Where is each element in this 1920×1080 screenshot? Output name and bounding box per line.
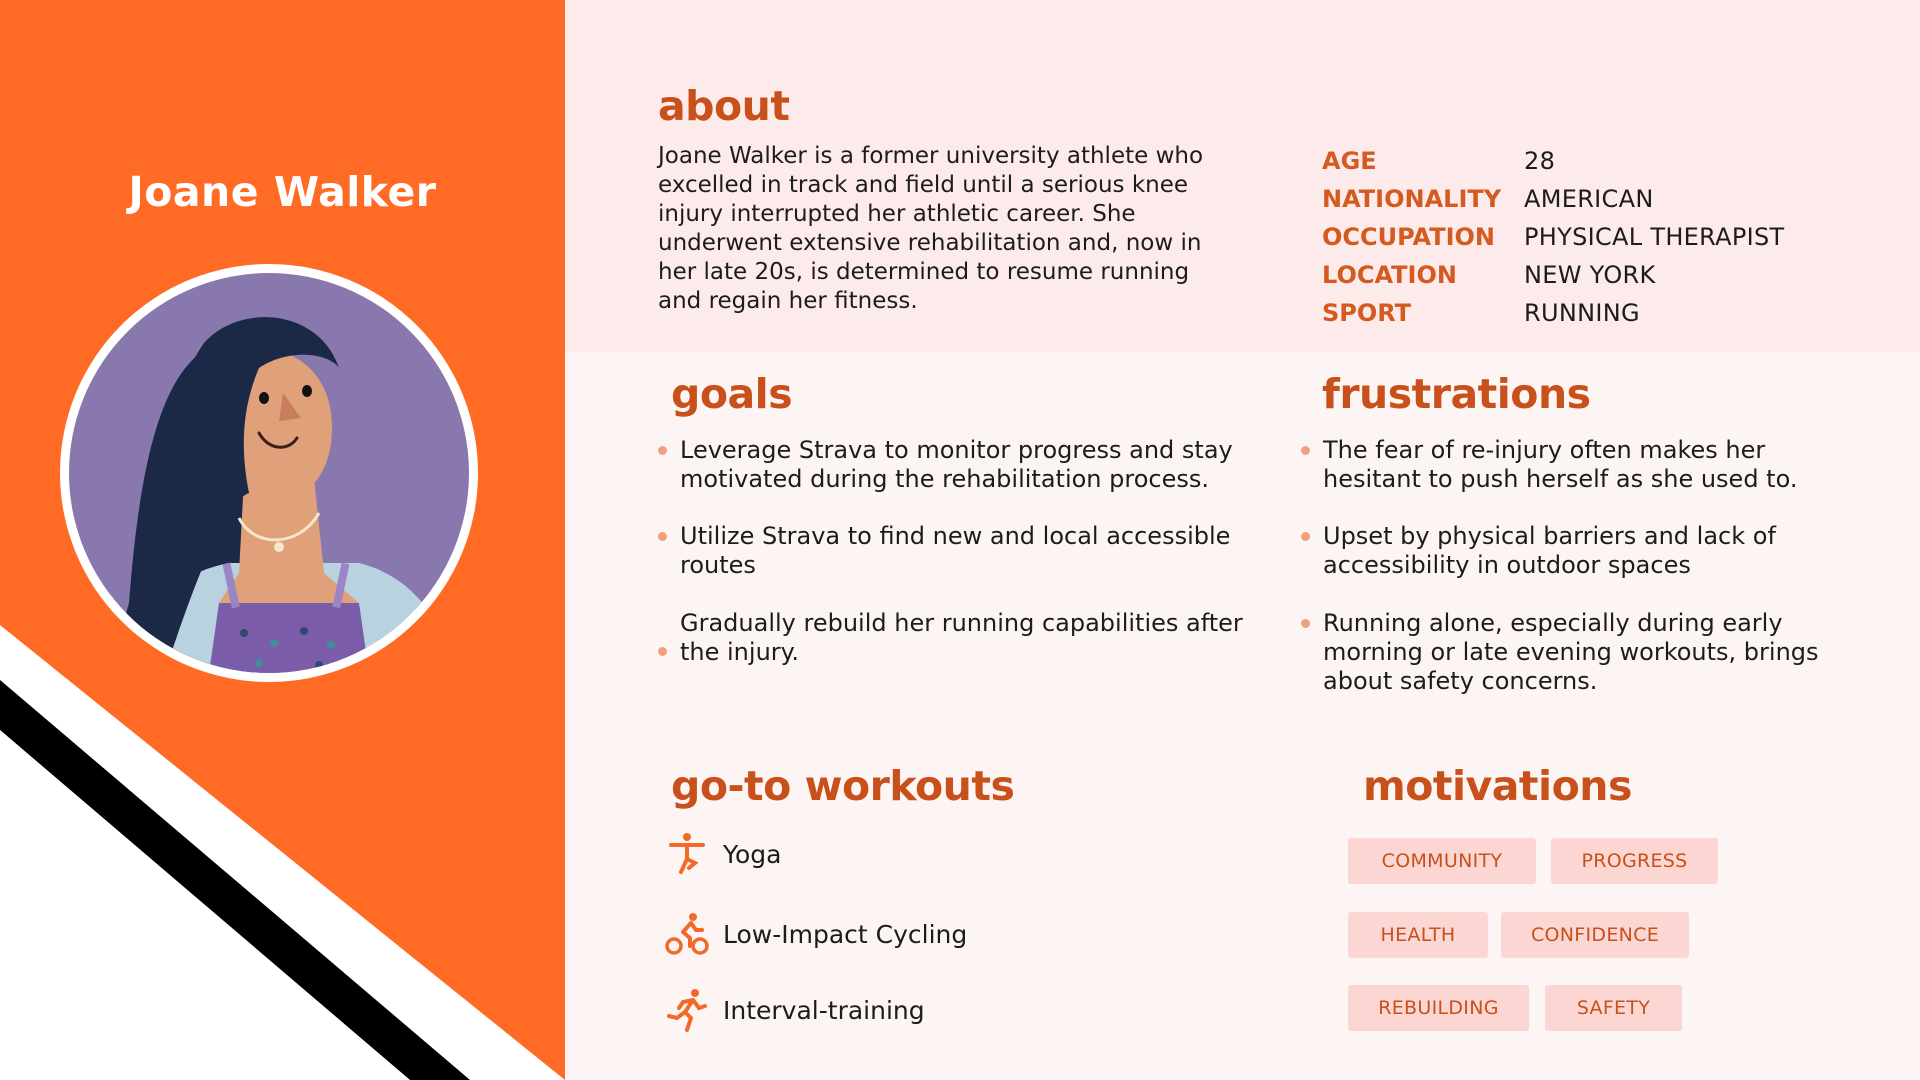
fact-value: 28 [1524,147,1556,175]
avatar-illustration [69,273,469,673]
list-item [680,436,1250,494]
fact-value: PHYSICAL THERAPIST [1524,223,1785,251]
persona-panel [0,0,565,1080]
bullet-dot [1301,619,1310,628]
running-icon [665,988,709,1032]
goal-text: Gradually rebuild her running capabilities after the injury. [680,609,1243,666]
fact-label: AGE [1322,147,1377,175]
yoga-icon [665,832,709,876]
cycling-icon [665,912,709,956]
goals-title: goals [671,370,793,418]
fact-row-nationality [1322,180,1785,218]
fact-row-location [1322,256,1785,294]
fact-value: AMERICAN [1524,185,1654,213]
bullet-dot [658,647,667,656]
fact-value: RUNNING [1524,299,1640,327]
fact-label: OCCUPATION [1322,223,1496,251]
facts-table [1322,142,1785,332]
workout-label: Low-Impact Cycling [723,919,968,949]
goal-text: Leverage Strava to monitor progress and stay motivated during the rehabilitation process. [680,436,1233,493]
bullet-dot [658,446,667,455]
workout-label: Yoga [723,839,782,869]
motivation-chip-safety: SAFETY [1545,985,1682,1031]
list-item [680,522,1250,580]
workouts-title: go-to workouts [671,762,1015,810]
frustration-text: The fear of re-injury often makes her hesitant to push herself as she used to. [1323,436,1798,493]
motivation-chip-community: COMMUNITY [1348,838,1536,884]
list-item [1323,436,1853,494]
bullet-dot [1301,532,1310,541]
list-item [1323,522,1853,580]
workout-item-yoga [665,832,781,876]
fact-value: NEW YORK [1524,261,1656,289]
motivations-title: motivations [1363,762,1632,810]
bullet-dot [658,532,667,541]
goal-text: Utilize Strava to find new and local accessible routes [680,522,1231,579]
motivation-chip-rebuilding: REBUILDING [1348,985,1529,1031]
avatar [60,264,478,682]
motivation-chip-health: HEALTH [1348,912,1488,958]
bullet-dot [1301,446,1310,455]
about-title: about [658,82,790,130]
frustrations-title: frustrations [1322,370,1591,418]
workout-item-cycling [665,912,967,956]
persona-name: Joane Walker [128,168,437,216]
fact-row-sport [1322,294,1785,332]
frustration-text: Upset by physical barriers and lack of accessibility in outdoor spaces [1323,522,1776,579]
list-item [1323,609,1853,696]
about-text: Joane Walker is a former university athlete who excelled in track and field until a serious knee injury interrupted her athletic career. She underwent extensive rehabilitation and, now in her late 20s, is determined to resume running and regain her fitness. [658,143,1204,314]
list-item [680,609,1250,667]
workout-label: Interval-training [723,995,925,1025]
frustration-text: Running alone, especially during early morning or late evening workouts, brings about safety concerns. [1323,609,1819,695]
motivation-chip-progress: PROGRESS [1551,838,1718,884]
fact-label: NATIONALITY [1322,185,1502,213]
motivation-chip-confidence: CONFIDENCE [1501,912,1689,958]
fact-row-age [1322,142,1785,180]
fact-row-occupation [1322,218,1785,256]
fact-label: LOCATION [1322,261,1457,289]
fact-label: SPORT [1322,299,1412,327]
workout-item-interval [665,988,925,1032]
